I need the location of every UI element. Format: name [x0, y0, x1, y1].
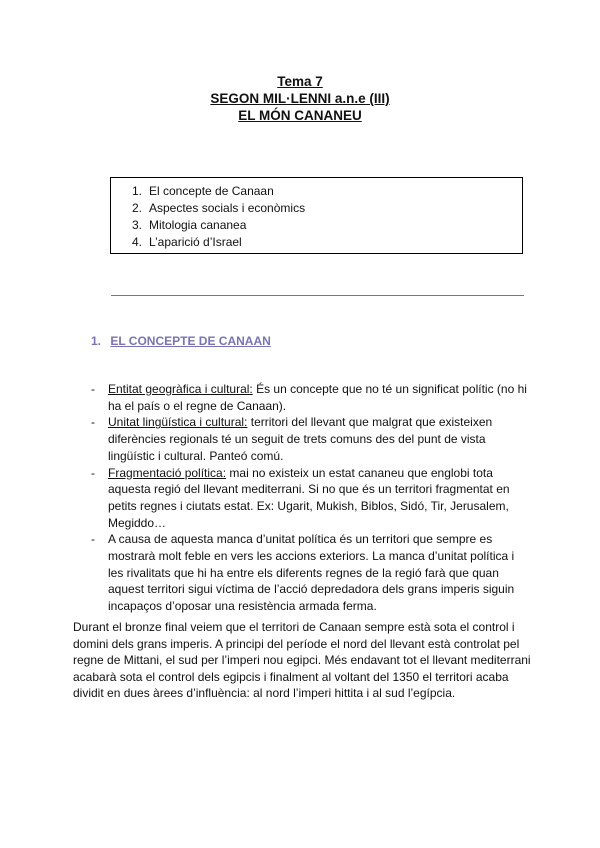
section-heading	[91, 334, 271, 348]
bullet-term: Fragmentació política:	[108, 465, 227, 480]
bullet-text: territori del llevant que malgrat que existeixen diferències regionals té un seguit de trets comuns des del punt de vista lingüístic i cultural. Panteó comú.	[108, 415, 493, 463]
dash-marker: -	[91, 465, 95, 480]
horizontal-divider	[111, 295, 524, 296]
bullet-term: Unitat lingüística i cultural:	[108, 415, 248, 430]
bullet-text: És un concepte que no té un significat polític (no hi ha el país o el regne de Canaan).	[108, 382, 527, 413]
bullet-list	[91, 381, 531, 615]
dash-marker: -	[91, 532, 95, 547]
toc-item-label: El concepte de Canaan	[149, 184, 274, 198]
subtitle-heading: SEGON MIL·LENNI a.n.e (III)	[210, 91, 390, 106]
toc-item-label: Aspectes socials i econòmics	[149, 201, 306, 215]
toc-item-number: 1.	[132, 184, 143, 198]
toc-item-number: 2.	[132, 201, 143, 215]
list-item	[91, 414, 531, 464]
topic-heading: Tema 7	[277, 74, 323, 89]
toc-item-number: 3.	[132, 218, 143, 232]
dash-marker: -	[91, 415, 95, 430]
toc-item	[111, 217, 305, 234]
body-paragraph: Durant el bronze final veiem que el territori de Canaan sempre està sota el control i domini dels grans imperis. A principi del període el nord del llevant està controlat pel regne de Mittani, el sud per l’imperi nou egipci. Més endavant tot el llevant mediterrani acabarà sota el control dels egipcis i finalment al voltant del 1350 el territori acaba dividit en dues àrees d’influència: al nord l’imperi hittita i al sud l’egípcia.	[73, 620, 531, 700]
toc-item	[111, 234, 305, 251]
toc-list	[111, 183, 305, 251]
bullet-term: Entitat geogràfica i cultural:	[108, 382, 253, 396]
toc-item	[111, 183, 305, 200]
toc-item-number: 4.	[132, 235, 143, 249]
toc-item-label: Mitologia cananea	[149, 218, 247, 232]
dash-marker: -	[91, 382, 95, 396]
document-header	[0, 73, 600, 124]
bullet-text: mai no existeix un estat cananeu que englobi tota aquesta regió del llevant mediterrani. Si no que és un territori fragmentat en petits regnes i ciutats estat. Ex: Ugarit, Mukish, Biblos, Sidó, Tir, Jerusalem, Megiddo…	[108, 465, 510, 530]
bullet-text: A causa de aquesta manca d’unitat política és un territori que sempre es mostrarà molt feble en vers les accions exteriors. La manca d’unitat política i les rivalitats que hi ha entre els diferents regnes de la regió farà que quan aquest territori sigui víctima de l’acció depredadora dels grans imperis siguin incapaços d’oposar una resistència armada ferma.	[108, 532, 515, 614]
toc-item	[111, 200, 305, 217]
list-item	[91, 465, 531, 532]
table-of-contents	[110, 177, 523, 254]
page-title: EL MÓN CANANEU	[238, 108, 362, 123]
list-item	[91, 531, 531, 615]
section-number: 1.	[91, 334, 102, 348]
toc-item-label: L’aparició d’Israel	[149, 235, 242, 249]
section-title: EL CONCEPTE DE CANAAN	[110, 334, 271, 348]
list-item	[91, 381, 531, 414]
